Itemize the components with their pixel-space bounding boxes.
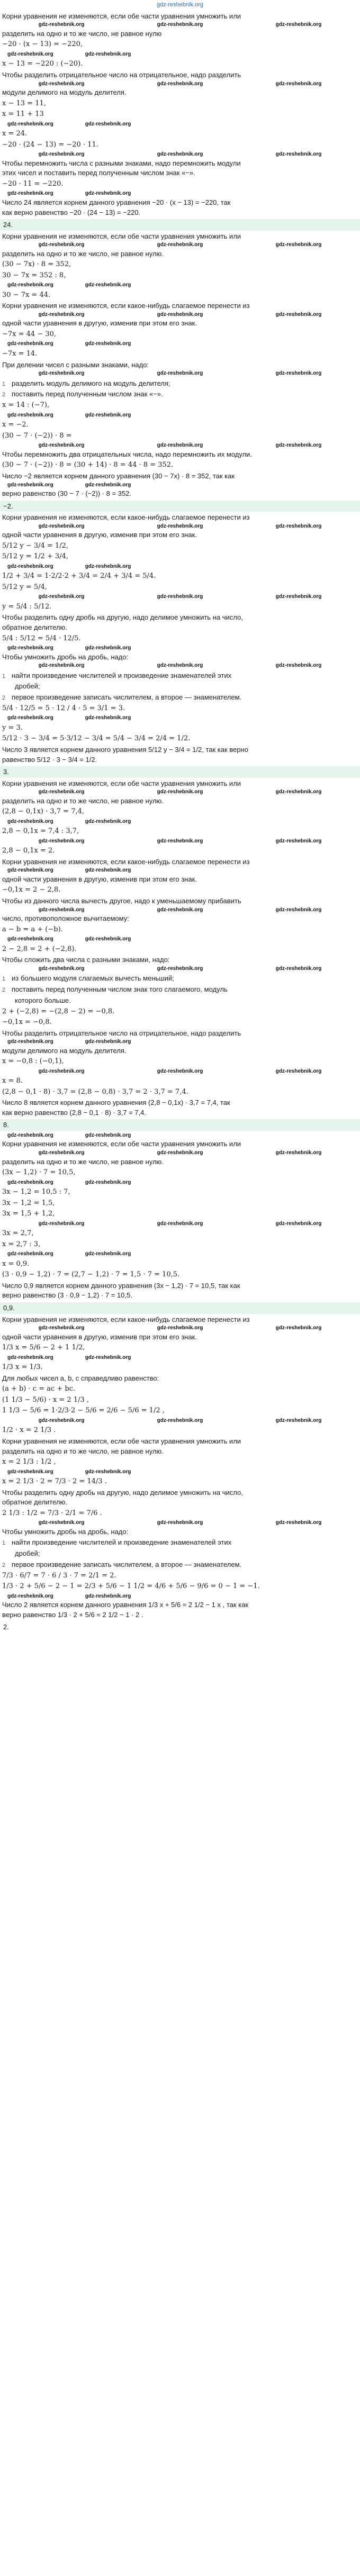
- text-line: равенство 5/12 · 3 − 3/4 = 1/2.: [2, 755, 97, 764]
- watermark-row: [2, 340, 358, 348]
- watermark-text: gdz-reshebnik.org: [157, 789, 203, 795]
- rule-text: первое произведение записать числителем, а второе — знаменателем.: [12, 693, 242, 702]
- text-line: модули делимого на модуль делителя.: [2, 1046, 127, 1055]
- watermark-text: gdz-reshebnik.org: [275, 1220, 322, 1227]
- math-line: 5/12 y = 1/2 + 3/4,: [2, 552, 68, 561]
- text-line: модули делимого на модуль делителя.: [2, 88, 127, 97]
- math-line: 30 − 7x = 44.: [2, 291, 51, 299]
- answer-header: 3.: [0, 766, 360, 778]
- watermark-text: gdz-reshebnik.org: [85, 563, 131, 569]
- watermark-text: gdz-reshebnik.org: [7, 1179, 53, 1185]
- math-line: x = 8.: [2, 1077, 23, 1085]
- watermark-row: [2, 906, 358, 914]
- math-line: x = 24.: [2, 130, 28, 138]
- math-line: −0,1x = 2 − 2,8.: [2, 886, 61, 894]
- watermark-row: [2, 121, 358, 128]
- math-line: x = 11 + 13: [2, 110, 44, 119]
- math-line: 2,8 − 0,1x = 2.: [2, 847, 55, 855]
- rule-number: 2: [2, 695, 6, 702]
- text-line: как верно равенство −20 · (24 − 13) = −220.: [2, 208, 141, 216]
- watermark-row: [2, 190, 358, 197]
- text-line: разделить на одно и то же число, не равное нулю.: [2, 1447, 164, 1455]
- math-line: 2 + (−2,8) = −(2,8 − 2) = −0,8.: [2, 1007, 115, 1015]
- text-line: Число −2 является корнем данного уравнения (30 − 7x) · 8 = 352, так как: [2, 471, 235, 480]
- watermark-text: gdz-reshebnik.org: [275, 370, 322, 377]
- watermark-row: [2, 311, 358, 319]
- watermark-text: gdz-reshebnik.org: [157, 22, 203, 28]
- final-answer: 2.: [3, 1623, 9, 1631]
- rule-item: [2, 379, 358, 388]
- math-line: 2 1/3 : 1/2 = 7/3 · 2/1 = 7/6 .: [2, 1509, 102, 1517]
- watermark-row: [2, 1417, 358, 1425]
- watermark-text: gdz-reshebnik.org: [7, 936, 53, 942]
- watermark-text: gdz-reshebnik.org: [38, 1150, 85, 1156]
- math-line: −20 · (x − 13) = −220,: [2, 40, 83, 49]
- watermark-row: [2, 645, 358, 652]
- watermark-text: gdz-reshebnik.org: [85, 1468, 131, 1475]
- text-line: Для любых чисел a, b, c справедливо равенство:: [2, 1374, 159, 1382]
- rule-item: [2, 671, 358, 681]
- watermark-text: gdz-reshebnik.org: [275, 906, 322, 913]
- text-line: Число 2 является корнем данного уравнения 1/3 x + 5/6 = 2 1/2 − 1 x , так как: [2, 1601, 249, 1609]
- watermark-text: gdz-reshebnik.org: [275, 523, 322, 529]
- rule-text: дробей;: [15, 1549, 40, 1558]
- math-line: 5/4 : 5/12 = 5/4 · 12/5.: [2, 634, 81, 642]
- rule-text: первое произведение записать числителем, а второе — знаменателем.: [12, 1560, 242, 1568]
- watermark-row: [2, 370, 358, 377]
- watermark-text: gdz-reshebnik.org: [38, 1068, 85, 1074]
- math-line: x = 2,7 : 3,: [2, 1240, 41, 1248]
- rule-text: разделить модуль делимого на модуль делителя;: [12, 379, 170, 387]
- rule-number: 1: [2, 380, 6, 387]
- watermark-text: gdz-reshebnik.org: [85, 936, 131, 942]
- math-line: −7x = 14.: [2, 349, 38, 358]
- text-line: Корни уравнения не изменяются, если какое-нибудь слагаемое перенести из: [2, 857, 250, 866]
- watermark-row: [2, 1354, 358, 1362]
- text-line: Чтобы сложить два числа с разными знаками, надо:: [2, 956, 170, 964]
- text-line: обратное делителю.: [2, 623, 67, 631]
- watermark-row: [2, 1149, 358, 1157]
- text-line: Чтобы разделить отрицательное число на отрицательное, надо разделить: [2, 71, 241, 79]
- watermark-text: gdz-reshebnik.org: [7, 282, 53, 288]
- text-line: Число 3 является корнем данного уравнения 5/12 y − 3/4 = 1/2, так как верно: [2, 746, 248, 754]
- watermark-text: gdz-reshebnik.org: [157, 242, 203, 248]
- watermark-text: gdz-reshebnik.org: [275, 22, 322, 28]
- watermark-text: gdz-reshebnik.org: [7, 867, 53, 874]
- solution-content: [2, 12, 358, 1633]
- watermark-text: gdz-reshebnik.org: [275, 242, 322, 248]
- watermark-text: gdz-reshebnik.org: [157, 838, 203, 844]
- watermark-text: gdz-reshebnik.org: [85, 1039, 131, 1045]
- watermark-text: gdz-reshebnik.org: [85, 412, 131, 418]
- watermark-text: gdz-reshebnik.org: [157, 594, 203, 600]
- watermark-row: [2, 1132, 358, 1139]
- text-line: одной части уравнения в другую, изменив при этом его знак.: [2, 531, 197, 539]
- answer-header: 0,9.: [0, 1302, 360, 1314]
- watermark-text: gdz-reshebnik.org: [157, 311, 203, 318]
- math-line: −20 · (24 − 13) = −20 · 11.: [2, 140, 98, 149]
- watermark-text: gdz-reshebnik.org: [7, 341, 53, 347]
- watermark-text: gdz-reshebnik.org: [38, 242, 85, 248]
- watermark-text: gdz-reshebnik.org: [275, 151, 322, 158]
- rule-text: поставить перед полученным числом знак того слагаемого, модуль: [12, 985, 228, 994]
- math-line: 3x − 1,2 = 1,5,: [2, 1199, 55, 1207]
- math-line: (a + b) · c = ac + bc.: [2, 1385, 76, 1393]
- text-line: Чтобы разделить одну дробь на другую, надо делимое умножить на число,: [2, 1488, 243, 1496]
- watermark-row: [2, 936, 358, 943]
- watermark-text: gdz-reshebnik.org: [38, 594, 85, 600]
- math-line: 5/4 · 12/5 = 5 · 12 / 4 · 5 = 3/1 = 3.: [2, 704, 125, 712]
- watermark-text: gdz-reshebnik.org: [38, 789, 85, 795]
- text-line: Чтобы умножить дробь на дробь, надо:: [2, 652, 129, 661]
- watermark-text: gdz-reshebnik.org: [85, 867, 131, 874]
- watermark-text: gdz-reshebnik.org: [7, 1132, 53, 1138]
- watermark-text: gdz-reshebnik.org: [85, 1354, 131, 1360]
- text-line: этих чисел и поставить перед полученным числом знак «−».: [2, 169, 195, 177]
- watermark-text: gdz-reshebnik.org: [85, 341, 131, 347]
- math-line: 1/3 x = 5/6 − 2 + 1 1/2,: [2, 1344, 85, 1352]
- text-line: число, противоположное вычитаемому:: [2, 914, 129, 923]
- rule-item: [2, 1538, 358, 1547]
- text-line: Чтобы разделить одну дробь на другую, надо делимое умножить на число,: [2, 613, 243, 622]
- rule-text: из большего модуля слагаемых вычесть меньший;: [12, 974, 174, 983]
- math-line: x = 14 : (−7),: [2, 401, 50, 410]
- rule-item: [2, 985, 358, 994]
- watermark-row: [2, 523, 358, 530]
- watermark-text: gdz-reshebnik.org: [275, 663, 322, 669]
- watermark-row: [2, 1250, 358, 1258]
- answer-header: 24.: [0, 219, 360, 231]
- watermark-row: [2, 1593, 358, 1600]
- text-line: Корни уравнения не изменяются, если какое-нибудь слагаемое перенести из: [2, 513, 250, 522]
- watermark-text: gdz-reshebnik.org: [38, 311, 85, 318]
- site-header[interactable]: [2, 0, 358, 11]
- text-line: Корни уравнения не изменяются, если обе части уравнения умножить или: [2, 232, 241, 240]
- watermark-text: gdz-reshebnik.org: [275, 838, 322, 844]
- text-line: При делении чисел с разными знаками, надо:: [2, 360, 149, 369]
- watermark-row: [2, 867, 358, 874]
- text-line: верно равенство 1/3 · 2 + 5/6 = 2 1/2 − 1 · 2 .: [2, 1610, 143, 1619]
- watermark-text: gdz-reshebnik.org: [38, 965, 85, 972]
- text-line: Чтобы умножить дробь на дробь, надо:: [2, 1527, 129, 1536]
- text-line: верно равенство (3 · 0,9 − 1,2) · 7 = 10,5.: [2, 1291, 132, 1300]
- math-line: 1/2 + 3/4 = 1·2/2·2 + 3/4 = 2/4 + 3/4 = 5/4.: [2, 572, 156, 580]
- rule-item: [2, 682, 358, 691]
- rule-number: 2: [2, 392, 6, 398]
- math-line: −0,1x = −0,8.: [2, 1018, 52, 1027]
- watermark-text: gdz-reshebnik.org: [157, 965, 203, 972]
- watermark-row: [2, 714, 358, 722]
- watermark-row: [2, 482, 358, 489]
- math-line: 3x = 2,7,: [2, 1229, 34, 1238]
- watermark-text: gdz-reshebnik.org: [85, 1251, 131, 1257]
- text-line: разделить на одно и то же число, не равное нулю.: [2, 249, 164, 258]
- watermark-text: gdz-reshebnik.org: [7, 645, 53, 651]
- watermark-text: gdz-reshebnik.org: [275, 1068, 322, 1074]
- math-line: (3x − 1,2) · 7 = 10,5,: [2, 1168, 76, 1177]
- math-line: 5/12 · 3 − 3/4 = 5·3/12 − 3/4 = 5/4 − 3/4 = 2/4 = 1/2.: [2, 734, 191, 743]
- text-line: разделить на одно и то же число, не равное нулю.: [2, 1157, 164, 1166]
- watermark-text: gdz-reshebnik.org: [157, 523, 203, 529]
- text-line: как верно равенство (2,8 − 0,1 · 8) · 3,7 = 7,4.: [2, 1108, 146, 1117]
- math-line: 2,8 − 0,1x = 7,4 : 3,7,: [2, 827, 79, 836]
- text-line: одной части уравнения в другую, изменив при этом его знак.: [2, 1332, 197, 1341]
- answer-header: 8.: [0, 1119, 360, 1131]
- math-line: y = 5/4 : 5/12.: [2, 602, 52, 611]
- watermark-row: [2, 563, 358, 570]
- math-line: (30 − 7 · (−2)) · 8 = (30 + 14) · 8 = 44 · 8 = 352.: [2, 461, 174, 469]
- watermark-text: gdz-reshebnik.org: [38, 906, 85, 913]
- rule-number: 1: [2, 673, 6, 679]
- text-line: разделить на одно и то же число, не равное нулю.: [2, 796, 164, 805]
- watermark-text: gdz-reshebnik.org: [7, 482, 53, 488]
- rule-item: [2, 693, 358, 702]
- watermark-text: gdz-reshebnik.org: [157, 1068, 203, 1074]
- math-line: −7x = 44 − 30,: [2, 330, 57, 338]
- watermark-row: [2, 593, 358, 601]
- rule-number: 1: [2, 976, 6, 983]
- math-line: a − b = a + (−b).: [2, 925, 63, 933]
- watermark-text: gdz-reshebnik.org: [85, 121, 131, 127]
- text-line: Корни уравнения не изменяются, если обе части уравнения умножить или: [2, 12, 241, 20]
- watermark-text: gdz-reshebnik.org: [7, 191, 53, 197]
- watermark-row: [2, 818, 358, 826]
- watermark-row: [2, 241, 358, 249]
- watermark-text: gdz-reshebnik.org: [38, 1417, 85, 1423]
- watermark-text: gdz-reshebnik.org: [157, 442, 203, 449]
- text-line: одной части уравнения в другую, изменив при этом его знак.: [2, 319, 197, 328]
- text-line: верно равенство (30 − 7 · (−2)) · 8 = 352.: [2, 489, 132, 498]
- rule-number: 2: [2, 1562, 6, 1568]
- math-line: (30 − 7x) · 8 = 352,: [2, 260, 71, 269]
- math-line: (2,8 − 0,1 · 8) · 3,7 = (2,8 − 0,8) · 3,7 = 2 · 3,7 = 7,4.: [2, 1087, 188, 1096]
- watermark-text: gdz-reshebnik.org: [7, 1354, 53, 1360]
- watermark-row: [2, 965, 358, 973]
- math-line: 3x − 1,2 = 10,5 : 7,: [2, 1188, 70, 1196]
- watermark-row: [2, 412, 358, 419]
- watermark-row: [2, 1179, 358, 1186]
- rule-item: [2, 389, 358, 399]
- math-line: x = −0,8 : (−0,1),: [2, 1057, 64, 1066]
- watermark-text: gdz-reshebnik.org: [85, 282, 131, 288]
- watermark-text: gdz-reshebnik.org: [38, 370, 85, 377]
- watermark-row: [2, 51, 358, 58]
- rule-item: [2, 1560, 358, 1570]
- watermark-text: gdz-reshebnik.org: [275, 1150, 322, 1156]
- math-line: 7/3 · 6/7 = 7 · 6 / 3 · 7 = 2/1 = 2.: [2, 1571, 116, 1580]
- watermark-text: gdz-reshebnik.org: [275, 594, 322, 600]
- math-line: (30 − 7 · (−2)) · 8 =: [2, 431, 72, 440]
- site-name-link[interactable]: gdz-reshebnik.org: [156, 2, 204, 8]
- watermark-row: [2, 282, 358, 289]
- watermark-text: gdz-reshebnik.org: [38, 1220, 85, 1227]
- math-line: x = 0,9.: [2, 1259, 30, 1268]
- watermark-text: gdz-reshebnik.org: [157, 1150, 203, 1156]
- text-line: Корни уравнения не изменяются, если какое-нибудь слагаемое перенести из: [2, 302, 250, 310]
- watermark-text: gdz-reshebnik.org: [7, 412, 53, 418]
- watermark-row: [2, 1325, 358, 1332]
- watermark-row: [2, 1038, 358, 1046]
- watermark-text: gdz-reshebnik.org: [157, 1417, 203, 1423]
- math-line: 5/12 y − 3/4 = 1/2,: [2, 541, 68, 550]
- math-line: x = 2 1/3 · 2 = 7/3 · 2 = 14/3 .: [2, 1477, 107, 1486]
- math-line: 2 − 2,8 = 2 + (−2,8).: [2, 945, 77, 953]
- watermark-text: gdz-reshebnik.org: [38, 442, 85, 449]
- watermark-text: gdz-reshebnik.org: [7, 1039, 53, 1045]
- watermark-row: [2, 21, 358, 29]
- math-line: x − 13 = 11,: [2, 99, 46, 107]
- watermark-text: gdz-reshebnik.org: [275, 1520, 322, 1526]
- rule-text: найти произведение числителей и произведение знаменателей этих: [12, 1538, 232, 1547]
- rule-item: [2, 996, 358, 1005]
- watermark-row: [2, 662, 358, 669]
- watermark-text: gdz-reshebnik.org: [157, 663, 203, 669]
- watermark-text: gdz-reshebnik.org: [275, 1417, 322, 1423]
- watermark-text: gdz-reshebnik.org: [7, 1251, 53, 1257]
- watermark-text: gdz-reshebnik.org: [38, 80, 85, 87]
- watermark-text: gdz-reshebnik.org: [275, 1325, 322, 1331]
- text-line: Корни уравнения не изменяются, если обе части уравнения умножить или: [2, 779, 241, 787]
- text-line: одной части уравнения в другую, изменив при этом его знак.: [2, 875, 197, 883]
- watermark-text: gdz-reshebnik.org: [275, 311, 322, 318]
- watermark-text: gdz-reshebnik.org: [38, 1325, 85, 1331]
- text-line: Чтобы разделить отрицательное число на отрицательное, надо разделить: [2, 1029, 241, 1037]
- text-line: Число 24 является корнем данного уравнения −20 · (x − 13) = −220, так: [2, 198, 231, 206]
- math-line: 1/2 · x = 2 1/3 .: [2, 1426, 56, 1435]
- watermark-text: gdz-reshebnik.org: [157, 80, 203, 87]
- watermark-text: gdz-reshebnik.org: [7, 51, 53, 57]
- watermark-row: [2, 151, 358, 158]
- answer-header: −2.: [0, 501, 360, 512]
- watermark-text: gdz-reshebnik.org: [157, 151, 203, 158]
- watermark-text: gdz-reshebnik.org: [157, 906, 203, 913]
- watermark-text: gdz-reshebnik.org: [157, 1520, 203, 1526]
- watermark-text: gdz-reshebnik.org: [85, 51, 131, 57]
- watermark-text: gdz-reshebnik.org: [85, 1593, 131, 1599]
- watermark-text: gdz-reshebnik.org: [7, 818, 53, 824]
- watermark-row: [2, 838, 358, 845]
- watermark-row: [2, 80, 358, 88]
- math-line: x = 2 1/3 : 1/2 ,: [2, 1458, 56, 1466]
- rule-text: дробей;: [15, 682, 40, 691]
- text-line: Чтобы из данного числа вычесть другое, надо к уменьшаемому прибавить: [2, 897, 241, 905]
- watermark-text: gdz-reshebnik.org: [38, 523, 85, 529]
- watermark-text: gdz-reshebnik.org: [275, 789, 322, 795]
- math-line: 3x = 1,5 + 1,2,: [2, 1210, 55, 1218]
- watermark-row: [2, 1220, 358, 1228]
- math-line: 5/12 y = 5/4,: [2, 583, 47, 591]
- math-line: 30 − 7x = 352 : 8,: [2, 271, 66, 279]
- watermark-row: [2, 788, 358, 796]
- text-line: Корни уравнения не изменяются, если обе части уравнения умножить или: [2, 1437, 241, 1445]
- text-line: обратное делителю.: [2, 1498, 67, 1507]
- watermark-text: gdz-reshebnik.org: [38, 22, 85, 28]
- math-line: (3 · 0,9 − 1,2) · 7 = (2,7 − 1,2) · 7 = 1,5 · 7 = 10,5.: [2, 1271, 180, 1279]
- rule-text: поставить перед полученным числом знак «−».: [12, 390, 163, 398]
- text-line: Корни уравнения не изменяются, если обе части уравнения умножить или: [2, 1140, 241, 1148]
- watermark-text: gdz-reshebnik.org: [7, 563, 53, 569]
- rule-text: которого больше.: [15, 996, 71, 1004]
- math-line: x − 13 = −220 : (−20).: [2, 60, 83, 68]
- watermark-text: gdz-reshebnik.org: [7, 121, 53, 127]
- watermark-text: gdz-reshebnik.org: [85, 715, 131, 721]
- rule-item: [2, 1549, 358, 1558]
- watermark-row: [2, 442, 358, 449]
- math-line: (1 1/3 − 5/6) · x = 2 1/3 ,: [2, 1395, 89, 1404]
- math-line: y = 3.: [2, 723, 23, 732]
- watermark-text: gdz-reshebnik.org: [7, 1468, 53, 1475]
- rule-text: найти произведение числителей и произведение знаменателей этих: [12, 671, 232, 679]
- watermark-text: gdz-reshebnik.org: [7, 715, 53, 721]
- watermark-row: [2, 1519, 358, 1527]
- math-line: 1 1/3 − 5/6 = 1·2/3·2 − 5/6 = 2/6 − 5/6 = 1/2 ,: [2, 1407, 165, 1415]
- watermark-row: [2, 1468, 358, 1476]
- text-line: разделить на одно и то же число, не равное нулю: [2, 29, 162, 38]
- math-line: 1/3 · 2 + 5/6 − 2 − 1 = 2/3 + 5/6 − 1 1/2 = 4/6 + 5/6 − 9/6 = 0 − 1 = −1.: [2, 1582, 260, 1591]
- text-line: Число 8 является корнем данного уравнения (2,8 − 0,1x) · 3,7 = 7,4, так: [2, 1099, 230, 1107]
- watermark-text: gdz-reshebnik.org: [275, 965, 322, 972]
- watermark-text: gdz-reshebnik.org: [38, 663, 85, 669]
- watermark-text: gdz-reshebnik.org: [85, 645, 131, 651]
- watermark-text: gdz-reshebnik.org: [85, 818, 131, 824]
- watermark-row: [2, 1068, 358, 1075]
- watermark-text: gdz-reshebnik.org: [157, 1325, 203, 1331]
- text-line: Чтобы перемножить числа с разными знаками, надо перемножить модули: [2, 159, 241, 167]
- math-line: 1/3 x = 1/3.: [2, 1363, 43, 1372]
- math-line: x = −2.: [2, 421, 29, 429]
- rule-number: 1: [2, 1540, 6, 1547]
- text-line: Корни уравнения не изменяются, если какое-нибудь слагаемое перенести из: [2, 1315, 250, 1323]
- watermark-text: gdz-reshebnik.org: [275, 442, 322, 449]
- watermark-text: gdz-reshebnik.org: [157, 1220, 203, 1227]
- watermark-text: gdz-reshebnik.org: [85, 1132, 131, 1138]
- watermark-text: gdz-reshebnik.org: [38, 1520, 85, 1526]
- watermark-text: gdz-reshebnik.org: [38, 151, 85, 158]
- watermark-text: gdz-reshebnik.org: [38, 838, 85, 844]
- watermark-text: gdz-reshebnik.org: [85, 1179, 131, 1185]
- math-line: −20 · 11 = −220.: [2, 179, 64, 188]
- watermark-text: gdz-reshebnik.org: [85, 482, 131, 488]
- watermark-text: gdz-reshebnik.org: [157, 370, 203, 377]
- watermark-text: gdz-reshebnik.org: [85, 191, 131, 197]
- watermark-text: gdz-reshebnik.org: [7, 1593, 53, 1599]
- rule-item: [2, 974, 358, 983]
- rule-number: 2: [2, 987, 6, 994]
- text-line: Чтобы перемножить два отрицательных числа, надо перемножить их модули.: [2, 450, 253, 458]
- text-line: Число 0,9 является корнем данного уравнения (3x − 1,2) · 7 = 10,5, так как: [2, 1281, 240, 1290]
- math-line: (2,8 − 0,1x) · 3,7 = 7,4,: [2, 808, 85, 816]
- watermark-text: gdz-reshebnik.org: [275, 80, 322, 87]
